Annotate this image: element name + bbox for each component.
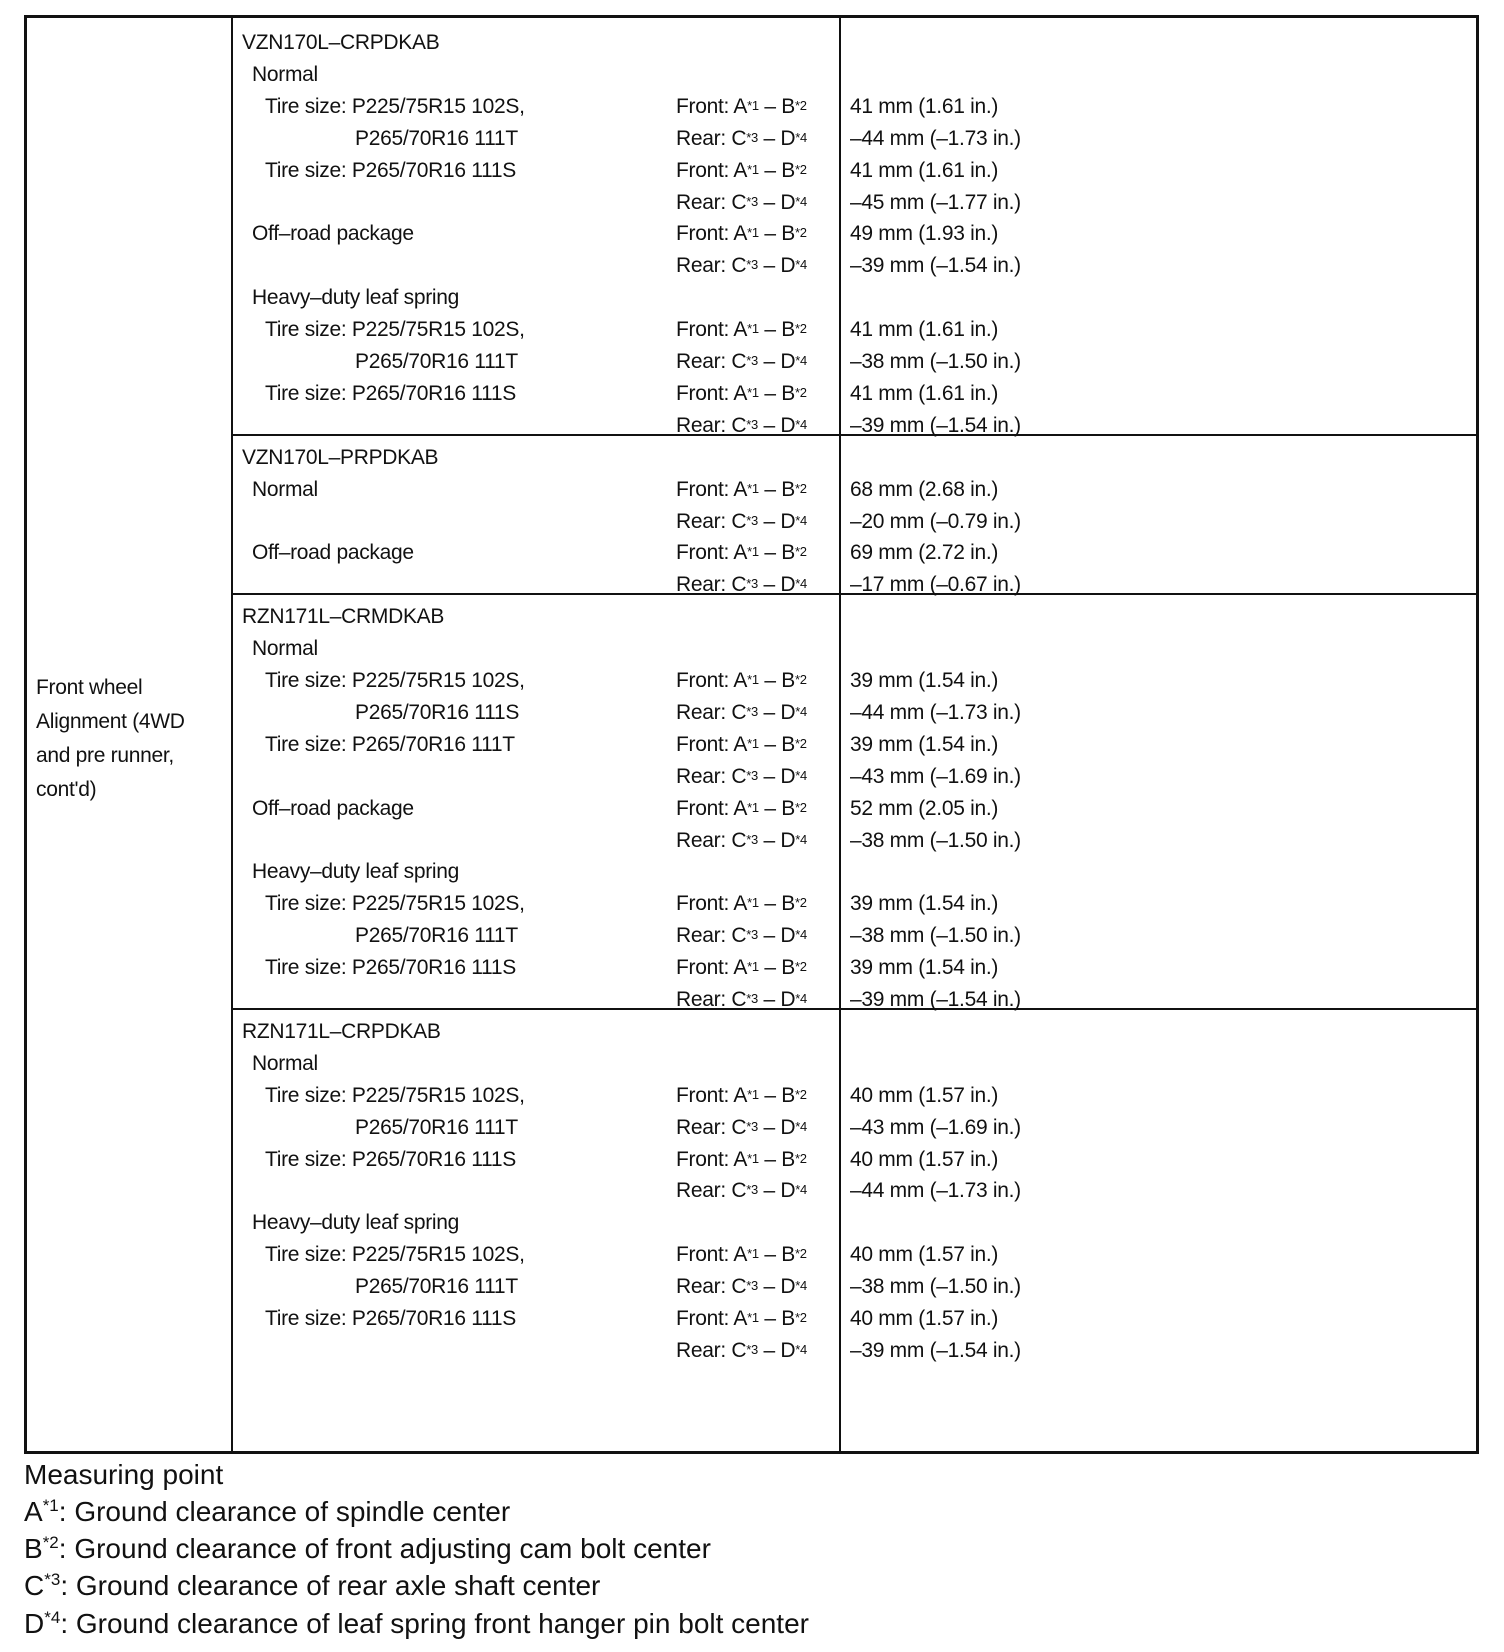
condition-group: Normal <box>252 1052 318 1075</box>
measure-prefix: Front: A <box>676 159 748 182</box>
condition-row <box>252 568 839 601</box>
legend-text: : Ground clearance of spindle center <box>58 1496 511 1527</box>
measure-prefix: Front: A <box>676 478 748 501</box>
legend-item <box>24 1493 510 1531</box>
section-divider <box>233 1008 1476 1010</box>
measure-mid: – D <box>757 924 796 947</box>
measuring-point-pair <box>676 1270 807 1303</box>
measuring-point-pair <box>676 887 807 920</box>
measuring-point-pair <box>676 473 807 506</box>
alignment-value: 68 mm (2.68 in.) <box>850 478 999 501</box>
alignment-value: 39 mm (1.54 in.) <box>850 956 999 979</box>
tire-size: Tire size: P225/75R15 102S, <box>265 892 525 915</box>
measure-prefix: Front: A <box>676 1243 748 1266</box>
legend-letter: A <box>24 1496 43 1527</box>
measuring-point-pair <box>676 1143 807 1176</box>
condition-row <box>252 536 839 569</box>
measure-footnote: *4 <box>795 927 807 942</box>
measure-mid: – B <box>758 669 795 692</box>
legend-title: Measuring point <box>24 1459 224 1490</box>
parameter-label-cell <box>27 18 233 1451</box>
measure-prefix: Rear: C <box>676 988 747 1011</box>
measure-footnote: *3 <box>746 257 758 272</box>
measure-prefix: Rear: C <box>676 127 747 150</box>
measure-footnote: *3 <box>746 130 758 145</box>
measure-mid: – B <box>758 159 795 182</box>
condition-group: Heavy–duty leaf spring <box>252 286 460 309</box>
measuring-point-pair <box>676 217 807 250</box>
model-code: RZN171L–CRPDKAB <box>242 1020 441 1043</box>
legend-text: : Ground clearance of leaf spring front hanger pin bolt center <box>60 1608 809 1639</box>
measuring-point-pair <box>676 983 807 1016</box>
condition-row <box>252 58 839 91</box>
measure-footnote: *3 <box>746 768 758 783</box>
measure-mid: – B <box>758 1084 795 1107</box>
condition-group: Off–road package <box>252 797 414 820</box>
measuring-point-pair <box>676 1334 807 1367</box>
measure-prefix: Rear: C <box>676 765 747 788</box>
condition-row <box>252 409 839 442</box>
condition-column <box>233 18 841 1451</box>
measure-prefix: Front: A <box>676 669 748 692</box>
alignment-value: –38 mm (–1.50 in.) <box>850 350 1021 373</box>
alignment-value: –20 mm (–0.79 in.) <box>850 510 1021 533</box>
legend-letter: C <box>24 1570 45 1601</box>
measure-footnote: *1 <box>747 736 759 751</box>
condition-group: Off–road package <box>252 541 414 564</box>
measure-footnote: *2 <box>795 321 807 336</box>
measure-mid: – D <box>757 829 796 852</box>
measuring-point-pair <box>676 377 807 410</box>
legend-footnote: *4 <box>44 1608 61 1627</box>
measure-mid: – B <box>758 318 795 341</box>
condition-group: Heavy–duty leaf spring <box>252 860 460 883</box>
alignment-value: 41 mm (1.61 in.) <box>850 318 999 341</box>
alignment-value: 39 mm (1.54 in.) <box>850 669 999 692</box>
alignment-value: –39 mm (–1.54 in.) <box>850 1339 1021 1362</box>
measuring-point-pair <box>676 536 807 569</box>
condition-row <box>252 1047 839 1080</box>
alignment-value: 41 mm (1.61 in.) <box>850 95 999 118</box>
condition-row <box>265 728 839 761</box>
tire-size: Tire size: P265/70R16 111S <box>265 1307 516 1330</box>
measure-prefix: Front: A <box>676 1307 748 1330</box>
measure-prefix: Front: A <box>676 382 748 405</box>
measuring-point-pair <box>676 728 807 761</box>
tire-size: Tire size: P265/70R16 111S <box>265 956 516 979</box>
tire-size: Tire size: P225/75R15 102S, <box>265 1084 525 1107</box>
measure-footnote: *1 <box>747 1246 759 1261</box>
model-code: VZN170L–PRPDKAB <box>242 446 439 469</box>
measure-footnote: *1 <box>747 1310 759 1325</box>
condition-group: Normal <box>252 478 318 501</box>
measure-footnote: *4 <box>795 1182 807 1197</box>
measure-prefix: Front: A <box>676 892 748 915</box>
alignment-value: 41 mm (1.61 in.) <box>850 159 999 182</box>
measuring-point-pair <box>676 154 807 187</box>
measure-mid: – B <box>758 733 795 756</box>
condition-group: Off–road package <box>252 222 414 245</box>
measure-mid: – D <box>757 1339 796 1362</box>
condition-row <box>252 1206 839 1239</box>
tire-size: Tire size: P225/75R15 102S, <box>265 1243 525 1266</box>
alignment-value: 40 mm (1.57 in.) <box>850 1307 999 1330</box>
legend-text: : Ground clearance of front adjusting cam bolt center <box>58 1533 711 1564</box>
condition-row <box>355 919 839 952</box>
measure-footnote: *4 <box>795 576 807 591</box>
alignment-value: 52 mm (2.05 in.) <box>850 797 999 820</box>
condition-row <box>265 154 839 187</box>
condition-row <box>355 1270 839 1303</box>
measure-footnote: *3 <box>746 832 758 847</box>
alignment-value: 41 mm (1.61 in.) <box>850 382 999 405</box>
measure-footnote: *2 <box>795 736 807 751</box>
section-divider <box>233 593 1476 595</box>
measure-footnote: *1 <box>747 1151 759 1166</box>
tire-size: Tire size: P265/70R16 111S <box>265 1148 516 1171</box>
measure-prefix: Front: A <box>676 956 748 979</box>
measure-prefix: Rear: C <box>676 1275 747 1298</box>
measure-footnote: *3 <box>746 353 758 368</box>
condition-row <box>252 1334 839 1367</box>
measuring-point-pair <box>676 313 807 346</box>
legend-footnote: *1 <box>42 1496 59 1515</box>
legend-item <box>24 1530 711 1568</box>
measure-footnote: *4 <box>795 513 807 528</box>
measure-mid: – D <box>757 127 796 150</box>
measure-prefix: Front: A <box>676 541 748 564</box>
measure-mid: – D <box>757 1116 796 1139</box>
measure-footnote: *4 <box>795 353 807 368</box>
condition-row <box>252 186 839 219</box>
condition-row <box>252 632 839 665</box>
measure-footnote: *4 <box>795 704 807 719</box>
alignment-value: 49 mm (1.93 in.) <box>850 222 999 245</box>
legend-footnote: *3 <box>44 1570 61 1589</box>
condition-group: Heavy–duty leaf spring <box>252 1211 460 1234</box>
measure-footnote: *4 <box>795 257 807 272</box>
measure-prefix: Rear: C <box>676 1339 747 1362</box>
measure-footnote: *4 <box>795 1278 807 1293</box>
tire-size: P265/70R16 111T <box>355 127 518 150</box>
alignment-spec-table <box>24 15 1479 1454</box>
condition-row <box>265 1238 839 1271</box>
condition-row <box>252 505 839 538</box>
measure-mid: – D <box>757 1179 796 1202</box>
measure-prefix: Rear: C <box>676 350 747 373</box>
alignment-value: –17 mm (–0.67 in.) <box>850 573 1021 596</box>
measure-footnote: *1 <box>747 544 759 559</box>
tire-size: Tire size: P225/75R15 102S, <box>265 95 525 118</box>
alignment-value: –44 mm (–1.73 in.) <box>850 1179 1021 1202</box>
measure-prefix: Rear: C <box>676 829 747 852</box>
condition-row <box>252 1174 839 1207</box>
tire-size: Tire size: P265/70R16 111S <box>265 159 516 182</box>
measure-mid: – D <box>757 350 796 373</box>
measure-mid: – B <box>758 478 795 501</box>
measure-prefix: Rear: C <box>676 701 747 724</box>
measure-footnote: *3 <box>746 513 758 528</box>
measure-mid: – B <box>758 956 795 979</box>
alignment-value: –44 mm (–1.73 in.) <box>850 701 1021 724</box>
condition-row <box>252 824 839 857</box>
measure-mid: – B <box>758 1307 795 1330</box>
measure-prefix: Rear: C <box>676 510 747 533</box>
tire-size: P265/70R16 111T <box>355 1116 518 1139</box>
measure-prefix: Rear: C <box>676 1116 747 1139</box>
measure-footnote: *3 <box>746 1278 758 1293</box>
measure-footnote: *1 <box>747 672 759 687</box>
alignment-value: 39 mm (1.54 in.) <box>850 733 999 756</box>
alignment-value: 39 mm (1.54 in.) <box>850 892 999 915</box>
alignment-value: 40 mm (1.57 in.) <box>850 1148 999 1171</box>
alignment-value: –38 mm (–1.50 in.) <box>850 924 1021 947</box>
condition-row <box>265 90 839 123</box>
measure-prefix: Rear: C <box>676 573 747 596</box>
condition-row <box>265 1302 839 1335</box>
condition-row <box>252 281 839 314</box>
condition-row <box>252 792 839 825</box>
measure-footnote: *3 <box>746 417 758 432</box>
tire-size: Tire size: P265/70R16 111S <box>265 382 516 405</box>
measure-mid: – B <box>758 1243 795 1266</box>
measure-footnote: *3 <box>746 927 758 942</box>
measure-prefix: Front: A <box>676 733 748 756</box>
tire-size: P265/70R16 111S <box>355 701 520 724</box>
measure-prefix: Rear: C <box>676 924 747 947</box>
condition-row <box>265 313 839 346</box>
condition-group: Normal <box>252 637 318 660</box>
alignment-value: 40 mm (1.57 in.) <box>850 1084 999 1107</box>
measuring-point-pair <box>676 951 807 984</box>
model-code: RZN171L–CRMDKAB <box>242 605 445 628</box>
legend-letter: D <box>24 1608 45 1639</box>
tire-size: Tire size: P265/70R16 111T <box>265 733 515 756</box>
measure-prefix: Front: A <box>676 95 748 118</box>
measure-footnote: *2 <box>795 800 807 815</box>
measure-mid: – B <box>758 797 795 820</box>
measuring-point-pair <box>676 122 807 155</box>
measuring-point-pair <box>676 568 807 601</box>
measure-mid: – D <box>757 414 796 437</box>
measure-footnote: *3 <box>746 704 758 719</box>
condition-row <box>265 887 839 920</box>
legend-text: : Ground clearance of rear axle shaft center <box>60 1570 601 1601</box>
measuring-point-pair <box>676 824 807 857</box>
measure-prefix: Rear: C <box>676 191 747 214</box>
measure-footnote: *2 <box>795 1151 807 1166</box>
condition-row <box>355 696 839 729</box>
measure-footnote: *2 <box>795 162 807 177</box>
legend-item <box>24 1567 600 1605</box>
measuring-point-pair <box>676 409 807 442</box>
measure-footnote: *1 <box>747 98 759 113</box>
measuring-point-pair <box>676 249 807 282</box>
measure-prefix: Front: A <box>676 1148 748 1171</box>
measure-footnote: *3 <box>746 1182 758 1197</box>
measure-mid: – D <box>757 988 796 1011</box>
measure-footnote: *1 <box>747 1087 759 1102</box>
measure-mid: – B <box>758 222 795 245</box>
condition-row <box>265 951 839 984</box>
value-column <box>841 18 1476 1451</box>
measure-footnote: *2 <box>795 98 807 113</box>
measure-footnote: *1 <box>747 321 759 336</box>
measure-footnote: *2 <box>795 1246 807 1261</box>
tire-size: P265/70R16 111T <box>355 1275 518 1298</box>
condition-row <box>252 760 839 793</box>
alignment-value: –38 mm (–1.50 in.) <box>850 829 1021 852</box>
measure-footnote: *1 <box>747 225 759 240</box>
tire-size: Tire size: P225/75R15 102S, <box>265 318 525 341</box>
condition-row <box>265 377 839 410</box>
condition-row <box>355 122 839 155</box>
measure-prefix: Front: A <box>676 797 748 820</box>
measure-footnote: *2 <box>795 895 807 910</box>
measure-footnote: *4 <box>795 1119 807 1134</box>
measure-footnote: *1 <box>747 481 759 496</box>
measure-mid: – D <box>757 573 796 596</box>
condition-group: Normal <box>252 63 318 86</box>
condition-row <box>265 1143 839 1176</box>
measure-mid: – D <box>757 765 796 788</box>
measuring-point-pair <box>676 1174 807 1207</box>
measuring-point-pair <box>676 505 807 538</box>
measure-footnote: *3 <box>746 1342 758 1357</box>
alignment-value: –39 mm (–1.54 in.) <box>850 254 1021 277</box>
measure-mid: – D <box>757 701 796 724</box>
measure-footnote: *2 <box>795 481 807 496</box>
measuring-point-pair <box>676 696 807 729</box>
section-divider <box>233 434 1476 436</box>
measure-footnote: *1 <box>747 162 759 177</box>
measure-footnote: *4 <box>795 832 807 847</box>
measure-footnote: *2 <box>795 672 807 687</box>
measure-prefix: Rear: C <box>676 1179 747 1202</box>
alignment-value: 69 mm (2.72 in.) <box>850 541 999 564</box>
legend-item <box>24 1605 809 1643</box>
measure-mid: – D <box>757 191 796 214</box>
measure-footnote: *4 <box>795 417 807 432</box>
measure-mid: – D <box>757 1275 796 1298</box>
alignment-value: –45 mm (–1.77 in.) <box>850 191 1021 214</box>
condition-row <box>252 855 839 888</box>
measuring-point-pair <box>676 792 807 825</box>
measure-footnote: *1 <box>747 800 759 815</box>
parameter-label: Front wheel Alignment (4WD and pre runner, cont'd) <box>36 676 185 801</box>
measure-mid: – B <box>758 382 795 405</box>
measuring-point-pair <box>676 186 807 219</box>
measure-footnote: *4 <box>795 991 807 1006</box>
alignment-value: –44 mm (–1.73 in.) <box>850 127 1021 150</box>
measure-mid: – D <box>757 510 796 533</box>
condition-row <box>265 664 839 697</box>
alignment-value: –38 mm (–1.50 in.) <box>850 1275 1021 1298</box>
measure-footnote: *1 <box>747 959 759 974</box>
measure-footnote: *2 <box>795 544 807 559</box>
alignment-value: –39 mm (–1.54 in.) <box>850 988 1021 1011</box>
measure-footnote: *4 <box>795 194 807 209</box>
measure-footnote: *3 <box>746 576 758 591</box>
measure-footnote: *2 <box>795 385 807 400</box>
alignment-value: –39 mm (–1.54 in.) <box>850 414 1021 437</box>
measure-prefix: Front: A <box>676 1084 748 1107</box>
condition-row <box>265 1079 839 1112</box>
measure-mid: – D <box>757 254 796 277</box>
measure-footnote: *3 <box>746 194 758 209</box>
measure-footnote: *3 <box>746 1119 758 1134</box>
measuring-point-pair <box>676 919 807 952</box>
tire-size: P265/70R16 111T <box>355 924 518 947</box>
measure-footnote: *4 <box>795 768 807 783</box>
measure-footnote: *4 <box>795 130 807 145</box>
measure-mid: – B <box>758 541 795 564</box>
measure-prefix: Front: A <box>676 222 748 245</box>
measuring-point-pair <box>676 1079 807 1112</box>
condition-row <box>355 345 839 378</box>
measure-footnote: *2 <box>795 225 807 240</box>
condition-row <box>252 473 839 506</box>
tire-size: Tire size: P225/75R15 102S, <box>265 669 525 692</box>
measuring-point-pair <box>676 345 807 378</box>
model-code: VZN170L–CRPDKAB <box>242 31 440 54</box>
measure-mid: – B <box>758 95 795 118</box>
alignment-value: 40 mm (1.57 in.) <box>850 1243 999 1266</box>
condition-row <box>355 1111 839 1144</box>
measure-footnote: *2 <box>795 1087 807 1102</box>
condition-row <box>252 249 839 282</box>
measure-prefix: Rear: C <box>676 254 747 277</box>
measure-prefix: Front: A <box>676 318 748 341</box>
tire-size: P265/70R16 111T <box>355 350 518 373</box>
measuring-point-pair <box>676 1302 807 1335</box>
measuring-point-pair <box>676 1238 807 1271</box>
measure-footnote: *2 <box>795 1310 807 1325</box>
measuring-point-pair <box>676 664 807 697</box>
measuring-point-pair <box>676 760 807 793</box>
measure-footnote: *1 <box>747 385 759 400</box>
measure-footnote: *1 <box>747 895 759 910</box>
measure-mid: – B <box>758 1148 795 1171</box>
condition-row <box>252 983 839 1016</box>
legend-letter: B <box>24 1533 43 1564</box>
measure-prefix: Rear: C <box>676 414 747 437</box>
measure-footnote: *3 <box>746 991 758 1006</box>
measure-footnote: *2 <box>795 959 807 974</box>
measure-mid: – B <box>758 892 795 915</box>
alignment-value: –43 mm (–1.69 in.) <box>850 1116 1021 1139</box>
measuring-point-pair <box>676 1111 807 1144</box>
measuring-point-pair <box>676 90 807 123</box>
legend-footnote: *2 <box>42 1533 59 1552</box>
measure-footnote: *4 <box>795 1342 807 1357</box>
condition-row <box>252 217 839 250</box>
alignment-value: –43 mm (–1.69 in.) <box>850 765 1021 788</box>
